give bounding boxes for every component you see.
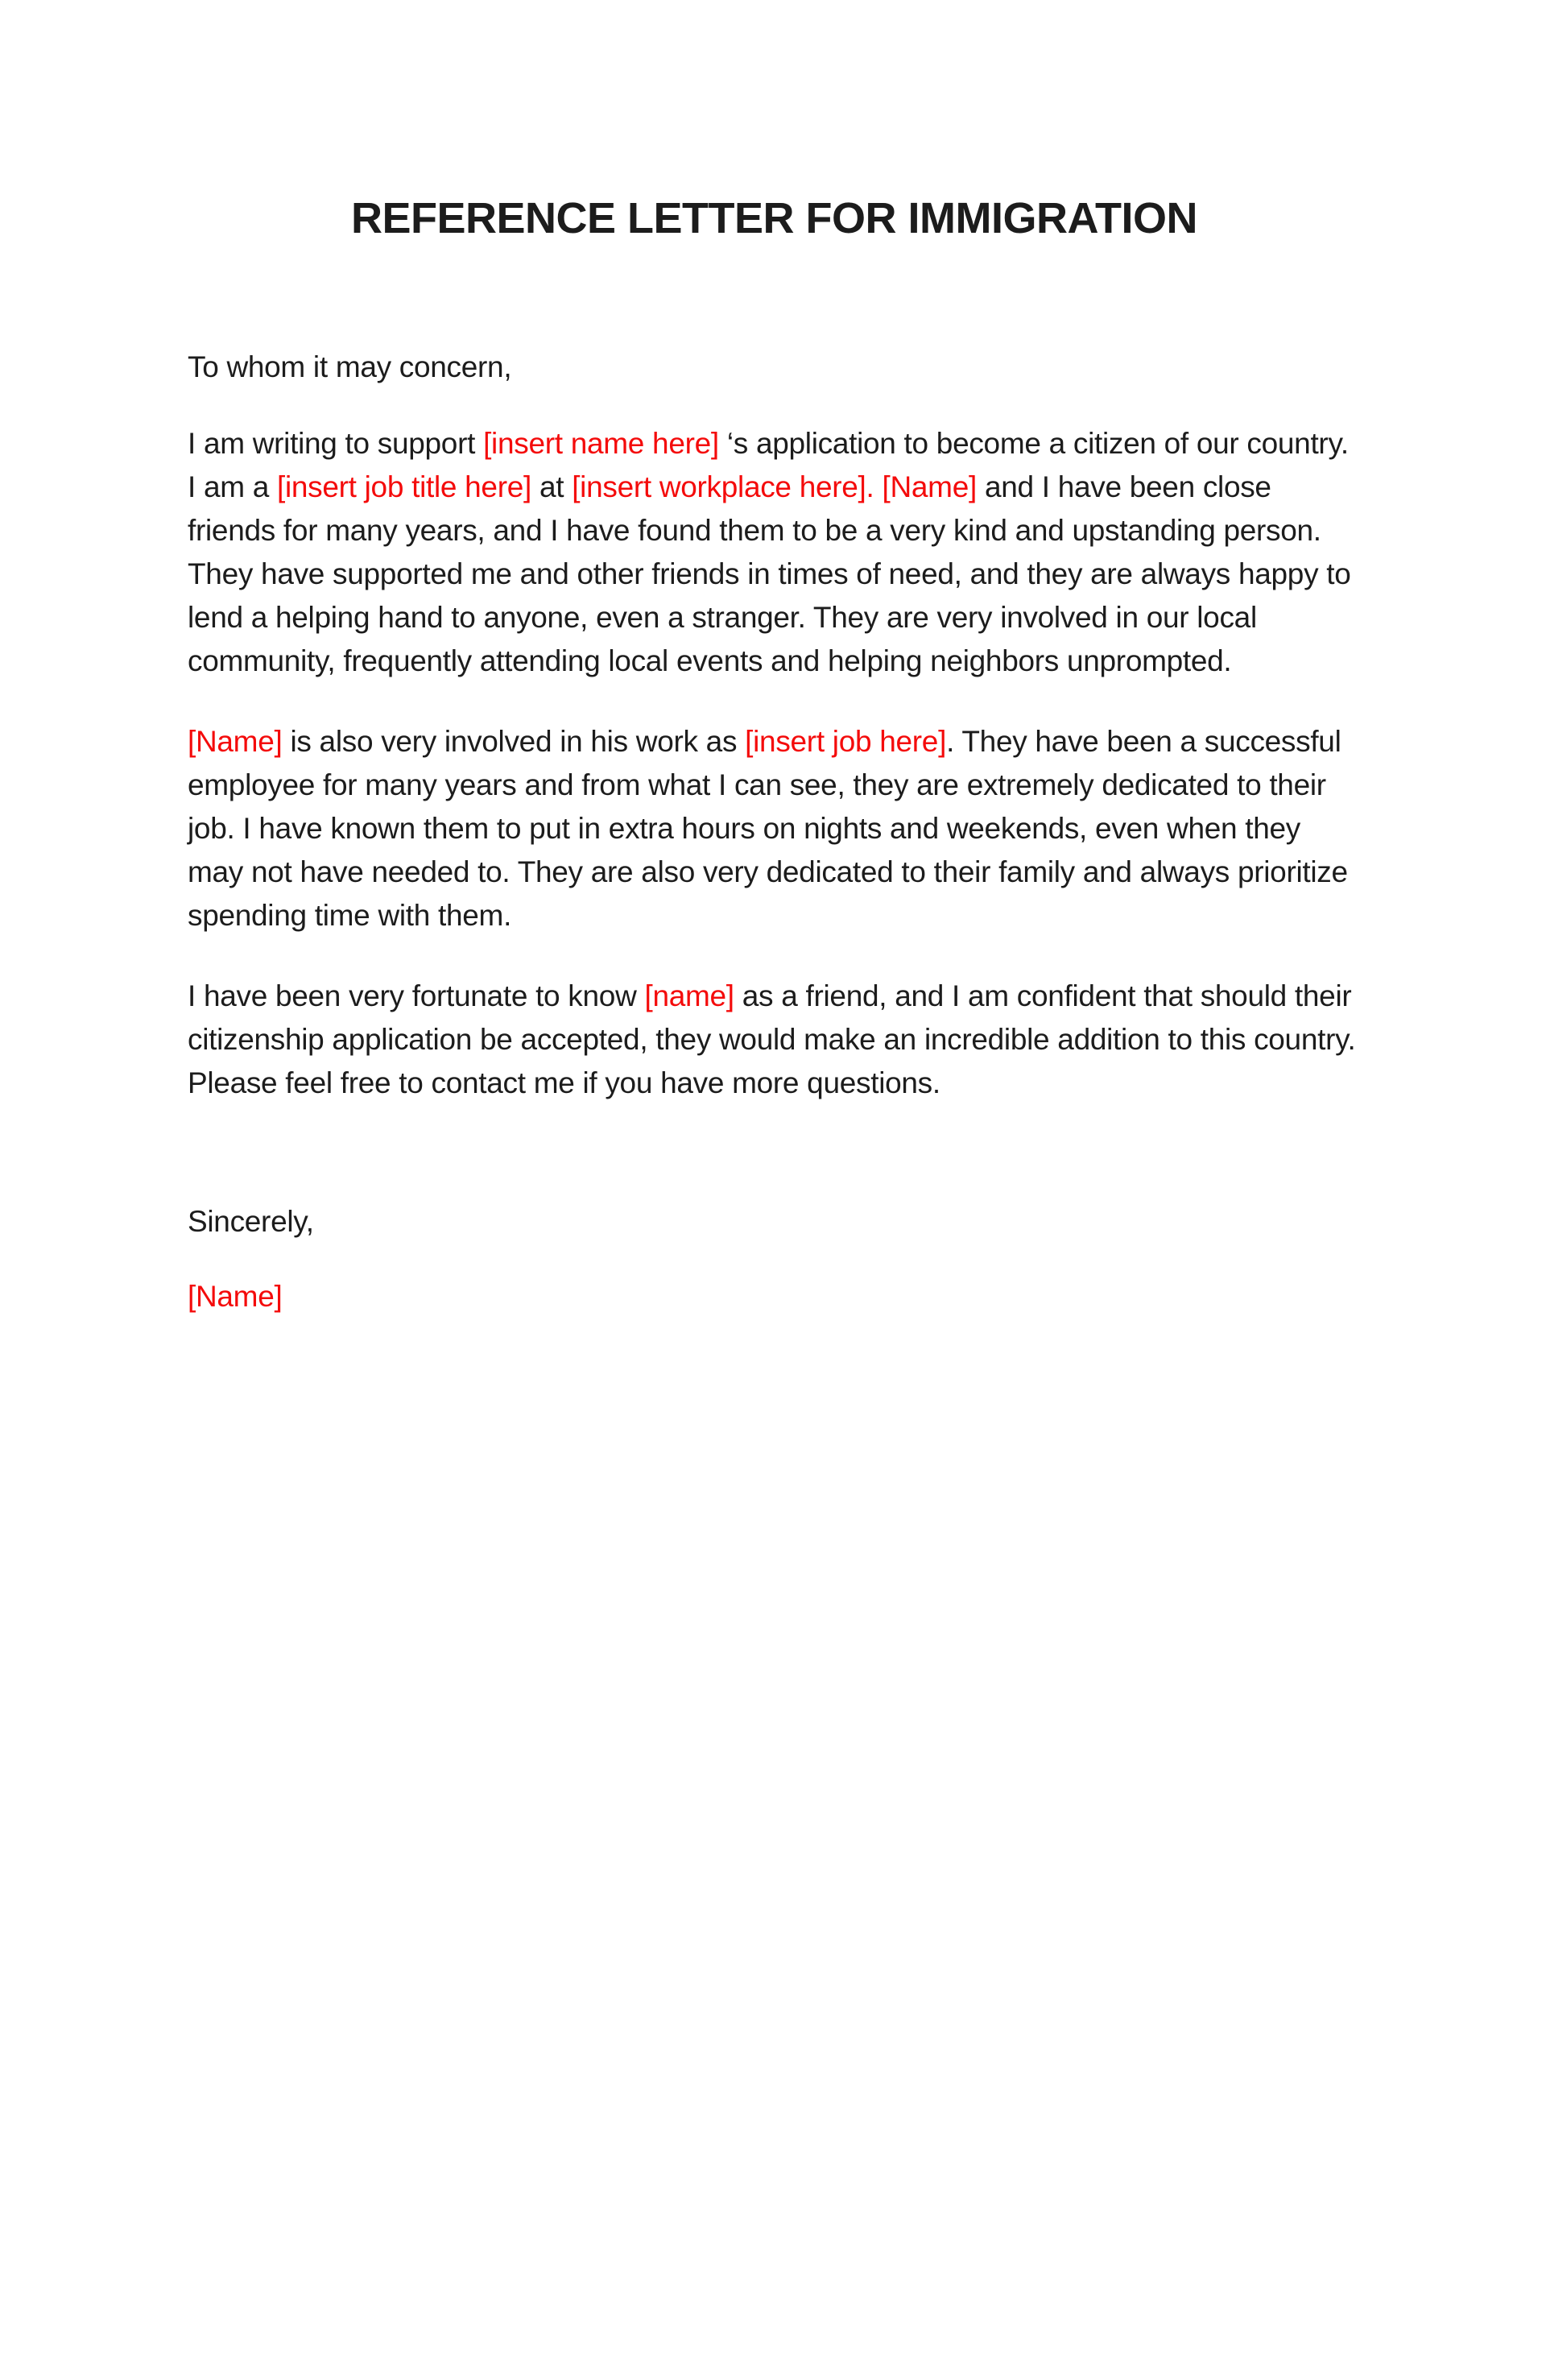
signature-name: [Name] [188, 1280, 283, 1313]
text-segment: and I have been close friends for many years, and I have found them to be a very kind and upstanding person. They have supported me and other friends in times of need, and they are always happy to lend a helping hand to anyone, even a stranger. They are very involved in our local community, frequently attending local events and helping neighbors unprompted. [188, 470, 1351, 677]
text-segment: ‘s application to become a citizen of our country. I am a [188, 427, 1349, 503]
placeholder-text: [Name] [882, 470, 977, 503]
closing-sincerely: Sincerely, [188, 1205, 314, 1238]
placeholder-text: [Name] [188, 725, 283, 758]
salutation: To whom it may concern, [188, 350, 512, 383]
placeholder-text: [insert job here] [745, 725, 947, 758]
text-segment: as a friend, and I am confident that should their citizenship application be accepted, they would make an incredible addition to this country. Please feel free to contact me if you have more questions. [188, 979, 1356, 1099]
text-segment: is also very involved in his work as [282, 725, 746, 758]
text-segment: at [531, 470, 573, 503]
placeholder-text: [insert name here] [483, 427, 719, 460]
placeholder-text: [insert workplace here]. [572, 470, 874, 503]
placeholder-text: [name] [644, 979, 734, 1012]
text-segment: I am writing to support [188, 427, 484, 460]
letter-paragraph-1 [188, 422, 1361, 683]
placeholder-text: [insert job title here] [277, 470, 531, 503]
text-segment: . They have been a successful employee for many years and from what I can see, they are extremely dedicated to their job. I have known them to put in extra hours on nights and weekends, even when they may not have needed to. They are also very dedicated to their family and always prioritize spending time with them. [188, 725, 1348, 932]
letter-paragraph-3 [188, 975, 1361, 1105]
text-segment [874, 470, 883, 503]
letter-title: REFERENCE LETTER FOR IMMIGRATION [351, 194, 1197, 242]
letter-paragraph-2 [188, 720, 1361, 938]
document-page [0, 193, 1546, 2380]
text-segment: I have been very fortunate to know [188, 979, 645, 1012]
